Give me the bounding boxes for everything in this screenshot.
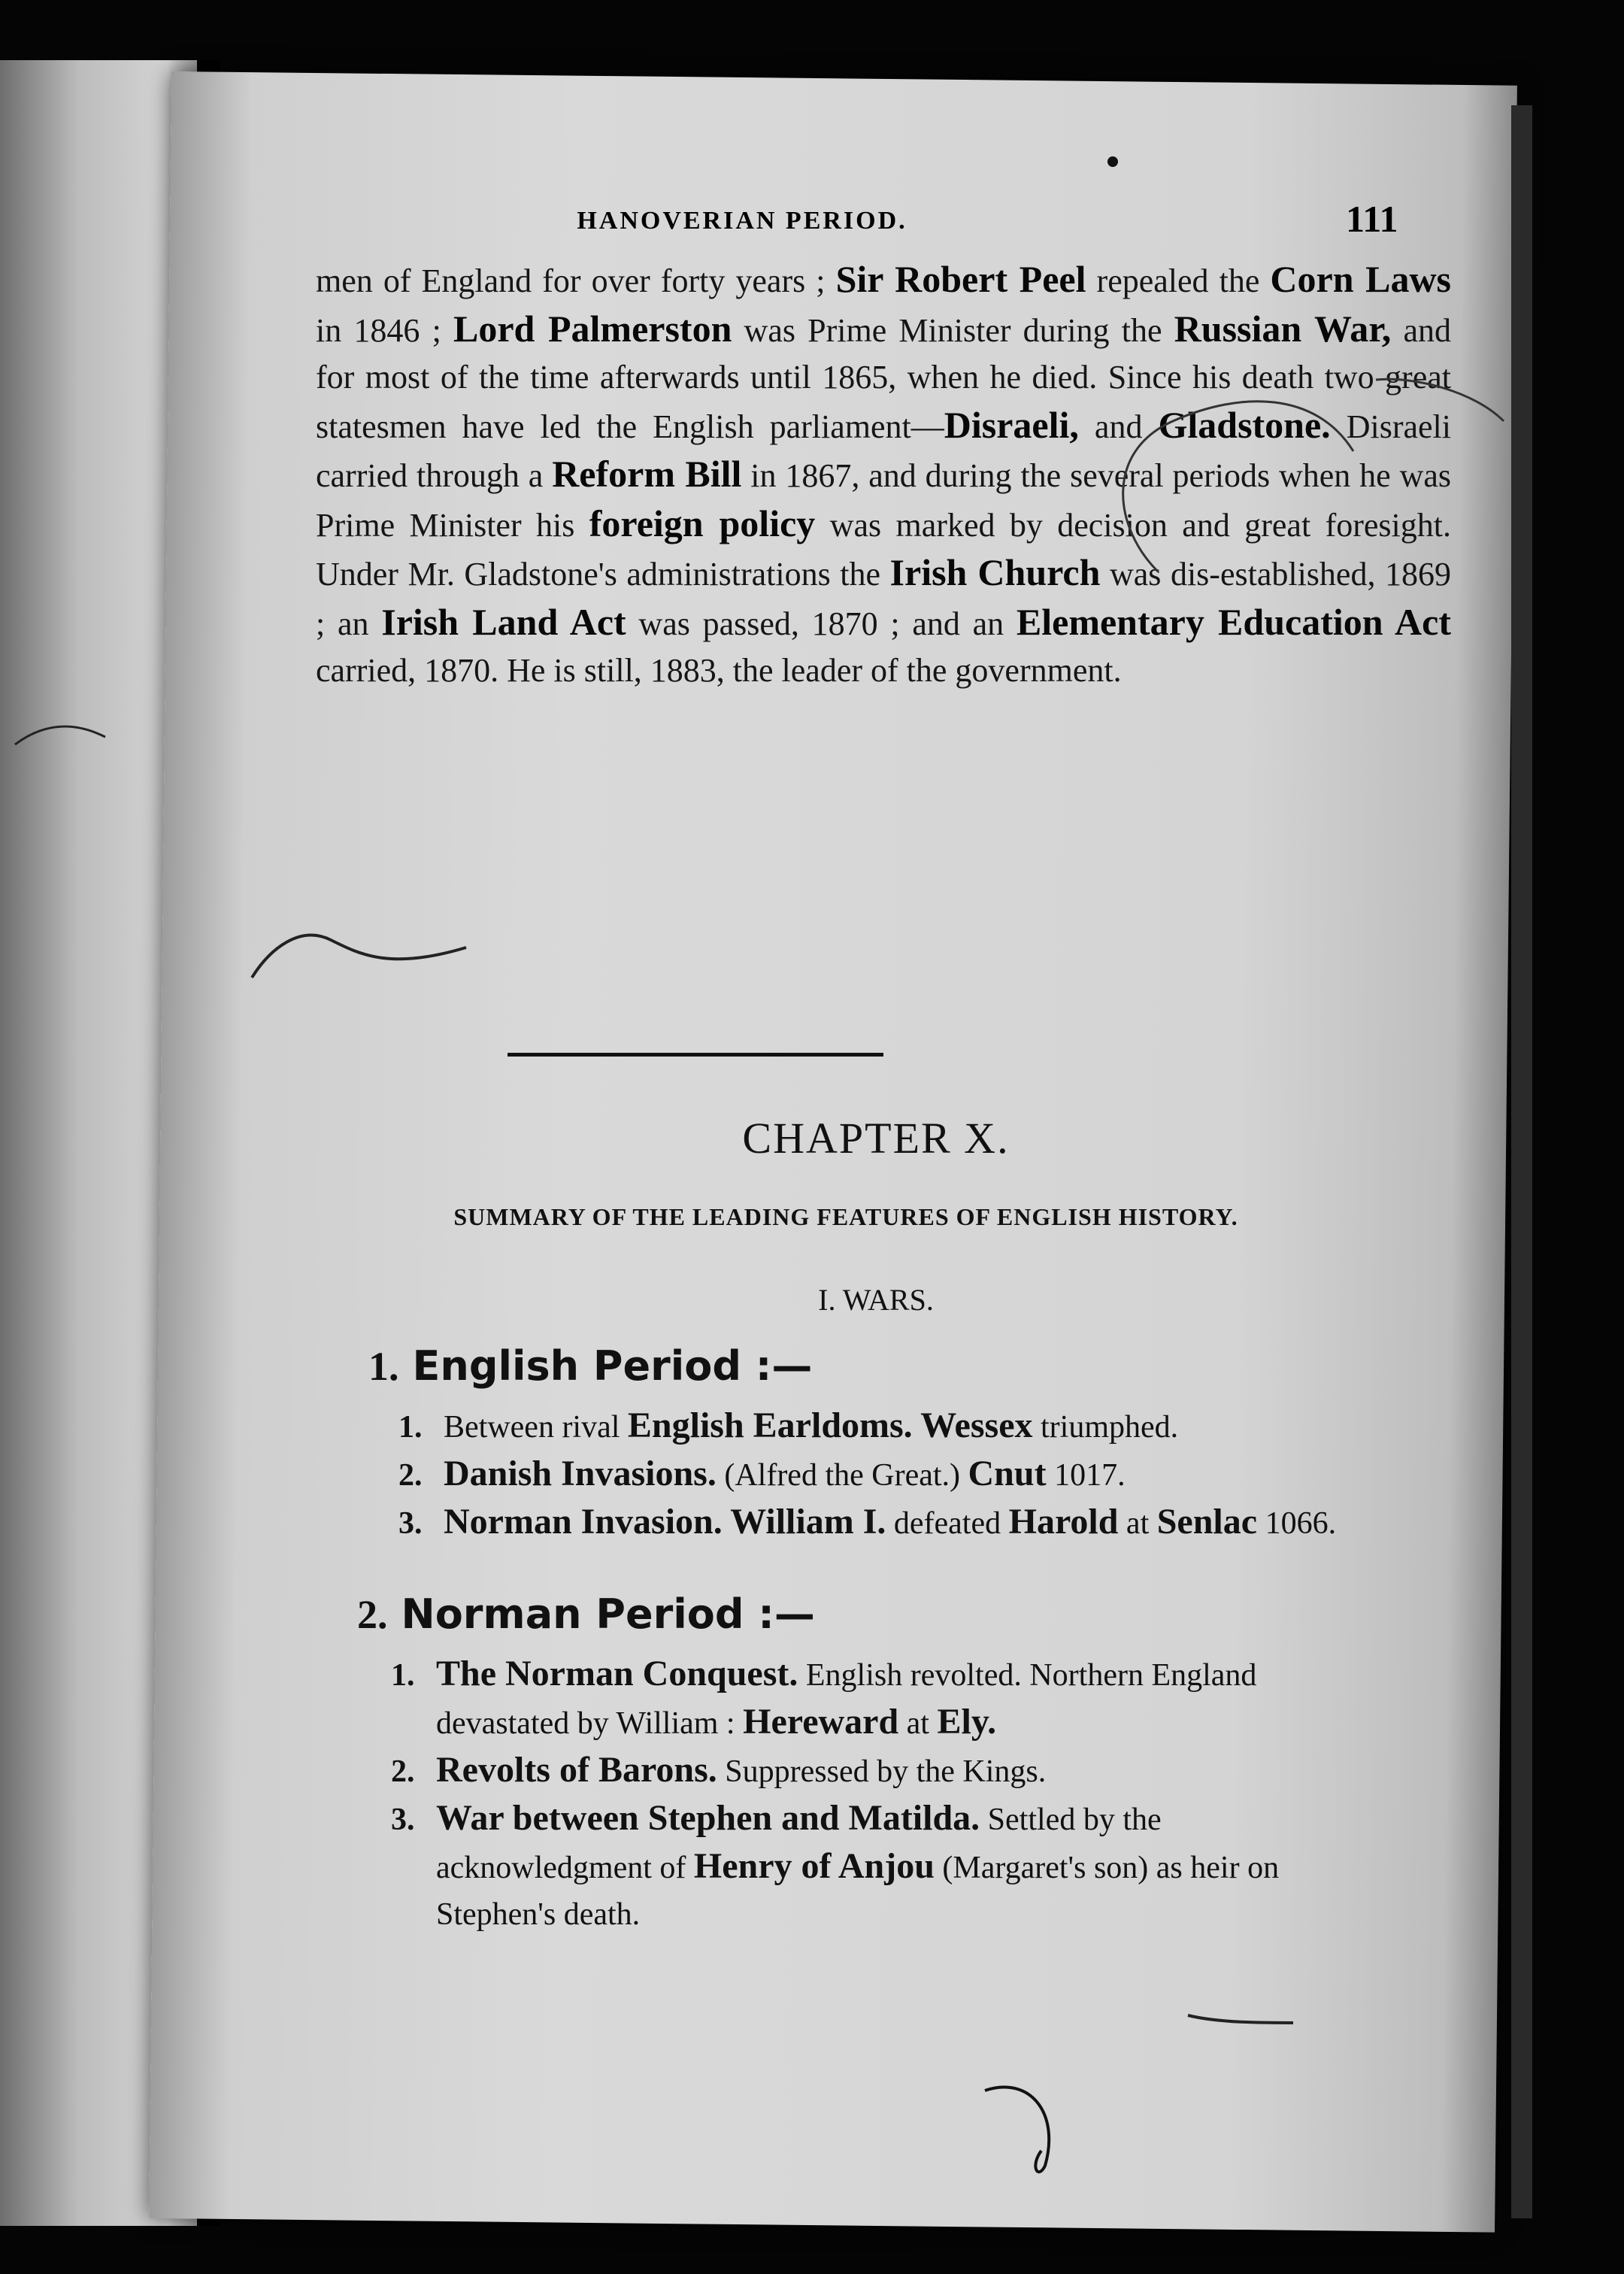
period-title: Norman Period :— — [401, 1590, 815, 1638]
bold-term: Disraeli, — [944, 403, 1079, 446]
body-text: was dis-established, 1869 ; an — [316, 556, 1451, 642]
item-text — [723, 1506, 731, 1541]
list-item-number: 3. — [391, 1803, 415, 1837]
list-item-number: 1. — [391, 1658, 415, 1693]
item-text: Suppressed by the Kings. — [717, 1754, 1047, 1789]
bold-term: Henry of Anjou — [693, 1846, 935, 1886]
running-head: HANOVERIAN PERIOD. — [577, 207, 907, 235]
period-title: English Period :— — [412, 1342, 813, 1390]
chapter-subtitle: SUMMARY OF THE LEADING FEATURES OF ENGLISH HISTORY. — [453, 1203, 1238, 1230]
body-text: was passed, 1870 ; and an — [626, 605, 1017, 642]
section-divider — [508, 1053, 883, 1057]
item-text: (Margaret's son) as heir on Stephen's death. — [436, 1851, 1280, 1932]
body-text: repealed the — [1086, 262, 1271, 299]
bold-term: Harold — [1008, 1502, 1119, 1542]
bold-term: War between Stephen and Matilda. — [436, 1798, 980, 1838]
bold-term: Corn Laws — [1270, 258, 1452, 300]
body-text: was Prime Minister during the — [732, 311, 1174, 349]
body-text: men of England for over forty years ; — [316, 262, 836, 299]
item-text: triumphed. — [1032, 1410, 1179, 1445]
item-text: at — [898, 1706, 938, 1741]
bold-term: Sir Robert Peel — [835, 258, 1086, 300]
item-text: English revolted. Northern England devastated by William : — [436, 1658, 1257, 1741]
bold-term: Irish Church — [889, 551, 1101, 593]
bold-term: foreign policy — [589, 502, 816, 544]
bold-term: Ely. — [937, 1702, 997, 1742]
list-item-number: 1. — [398, 1410, 423, 1445]
chapter-title: CHAPTER X. — [742, 1114, 1010, 1163]
bold-term: Gladstone. — [1158, 403, 1331, 446]
bold-term: Revolts of Barons. — [436, 1750, 717, 1790]
item-text: (Alfred the Great.) — [716, 1458, 968, 1493]
bold-term: William I. — [730, 1502, 886, 1542]
item-text: at — [1118, 1506, 1157, 1541]
bold-term: Danish Invasions. — [444, 1454, 717, 1493]
bold-term: Lord Palmerston — [453, 307, 732, 350]
list-item-number: 2. — [391, 1754, 415, 1789]
item-text: defeated — [886, 1506, 1009, 1541]
item-text — [913, 1410, 921, 1445]
bold-term: Senlac — [1156, 1502, 1258, 1542]
bold-term: English Earldoms. — [627, 1405, 913, 1445]
bold-term: Hereward — [743, 1702, 899, 1742]
page-number: 111 — [1346, 198, 1398, 240]
period-number: 1. — [368, 1344, 399, 1389]
body-text: Disraeli carried through a — [316, 408, 1451, 494]
list-item — [398, 1451, 1346, 1499]
body-text: and — [1078, 408, 1159, 445]
item-text: Between rival — [444, 1410, 628, 1445]
body-text: carried, 1870. He is still, 1883, the leader of the government. — [316, 652, 1122, 689]
list-item — [391, 1747, 1338, 1795]
list-item — [398, 1499, 1346, 1547]
bold-term: Wessex — [920, 1405, 1033, 1445]
period-heading — [357, 1590, 815, 1638]
item-text: 1066. — [1257, 1506, 1337, 1541]
body-text: and for most of the time afterwards until 1865, when he died. Since his death two great statesmen have led the English parliament— — [316, 311, 1452, 445]
section-title: I. WARS. — [818, 1283, 934, 1317]
bold-term: Elementary Education Act — [1016, 600, 1451, 643]
period-heading — [368, 1342, 812, 1390]
bold-term: Russian War, — [1174, 307, 1392, 350]
period-items-list — [391, 1651, 1338, 1938]
period-items-list — [398, 1402, 1346, 1547]
bold-term: Norman Invasion. — [444, 1502, 723, 1542]
list-item — [391, 1651, 1338, 1747]
list-item-number: 2. — [398, 1458, 423, 1493]
bold-term: Reform Bill — [552, 453, 742, 495]
list-item — [391, 1795, 1338, 1938]
body-text: in 1867, and during the several periods when he was Prime Minister his — [316, 457, 1451, 544]
body-paragraph — [316, 256, 1451, 695]
page-edge — [1511, 105, 1532, 2218]
body-text: in 1846 ; — [316, 311, 453, 349]
bold-term: Irish Land Act — [381, 600, 626, 643]
list-item-number: 3. — [398, 1506, 423, 1541]
item-text: Settled by the acknowledgment of — [436, 1803, 1162, 1885]
bold-term: The Norman Conquest. — [436, 1654, 798, 1693]
item-text: 1017. — [1046, 1458, 1126, 1493]
period-number: 2. — [357, 1592, 388, 1637]
body-text: was marked by decision and great foresight. Under Mr. Gladstone's administrations the — [316, 506, 1451, 593]
bold-term: Cnut — [968, 1454, 1047, 1493]
list-item — [398, 1402, 1346, 1451]
